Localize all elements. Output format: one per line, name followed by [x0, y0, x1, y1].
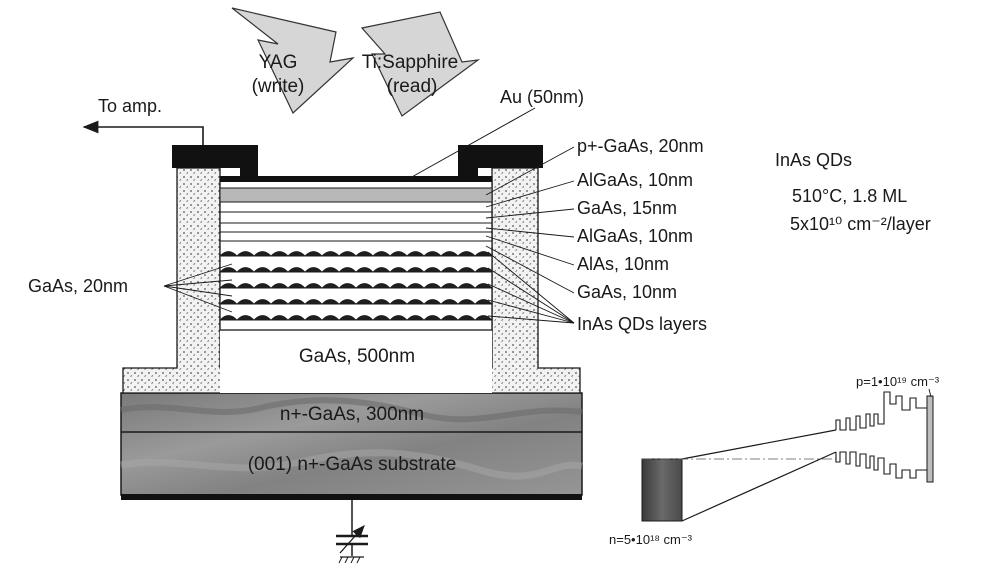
layer-label-4: AlGaAs, 10nm	[577, 226, 694, 246]
p-doping-label: p=1•10¹⁹ cm⁻³	[856, 374, 940, 389]
p-doped-bar	[927, 396, 933, 482]
growth-density: 5x10¹⁰ cm⁻²/layer	[790, 214, 931, 234]
gaas-buffer-label: GaAs, 500nm	[298, 346, 416, 367]
substrate-label: (001) n+-GaAs substrate	[247, 454, 457, 475]
gaas-spacer-label: GaAs, 20nm	[28, 276, 129, 296]
au-label: Au (50nm)	[500, 87, 585, 107]
doping-steps-upper	[836, 392, 930, 430]
layer-label-2: AlGaAs, 10nm	[577, 170, 694, 190]
growth-title: InAs QDs	[775, 150, 853, 170]
growth-condition: 510°C, 1.8 ML	[792, 186, 908, 206]
au-contact-film	[220, 176, 492, 182]
doping-profile	[642, 389, 933, 521]
to-amp-label: To amp.	[98, 96, 163, 116]
n-gaas-layer-label: n+-GaAs, 300nm	[279, 404, 425, 425]
yag-label: YAG	[258, 52, 298, 73]
amp-lead-wire	[84, 127, 203, 145]
doping-steps-lower	[836, 452, 930, 478]
n-doped-bar	[642, 459, 682, 521]
n-doping-label: n=5•10¹⁸ cm⁻³	[609, 532, 693, 547]
ground-symbol	[339, 557, 364, 563]
layer-label-5: AlAs, 10nm	[577, 254, 670, 274]
layer-labels	[577, 136, 707, 334]
ti-sapphire-label: Ti:Sapphire	[361, 52, 459, 73]
layer-label-1: p+-GaAs, 20nm	[577, 136, 704, 156]
read-label: (read)	[386, 76, 438, 97]
layer-label-3: GaAs, 15nm	[577, 198, 678, 218]
layer-label-7: InAs QDs layers	[577, 314, 708, 334]
layer-label-6: GaAs, 10nm	[577, 282, 678, 302]
bottom-contact	[121, 494, 582, 500]
write-label: (write)	[251, 76, 305, 97]
bias-capacitor-symbol	[336, 500, 368, 556]
